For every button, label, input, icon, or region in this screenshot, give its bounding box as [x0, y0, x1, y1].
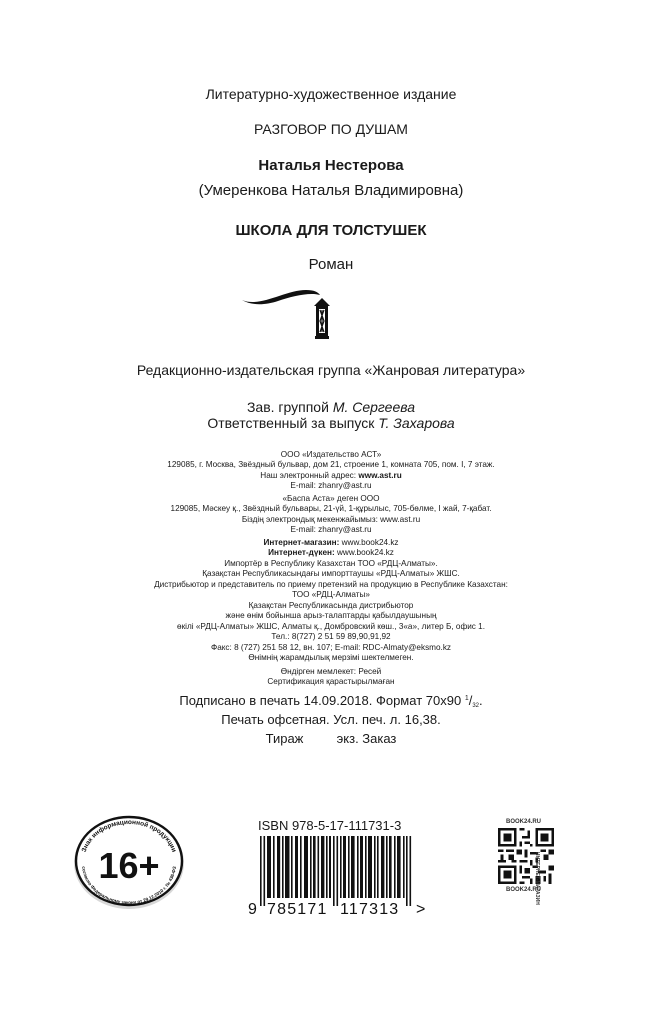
- online-shop-kz: Интернет-дүкен: www.book24.kz: [268, 548, 394, 558]
- responsible-name: Т. Захарова: [378, 415, 455, 431]
- shelf-life: Өнімнің жарамдылық мерзімі шектелмеген.: [248, 653, 414, 663]
- isbn-barcode: [246, 826, 446, 916]
- age-rating-value: 16+: [98, 845, 160, 886]
- importer-kz: Қазақстан Республикасындағы импорттаушы «РДЦ-Алматы» ЖШС.: [202, 569, 460, 579]
- signed-to-print: Подписано в печать 14.09.2018. Формат 70х90 $^1/_{32}$.: [179, 693, 483, 709]
- fax-email: Факс: 8 (727) 251 58 12, вн. 107; E-mail: RDC-Almaty@eksmo.kz: [210, 642, 452, 652]
- qr-code[interactable]: [498, 828, 554, 884]
- publisher-ru-web-link[interactable]: www.ast.ru: [358, 470, 402, 480]
- printing-type: Печать офсетная. Усл. печ. л. 16,38.: [221, 712, 441, 727]
- publisher-ru-web: Наш электронный адрес: www.ast.ru: [260, 470, 402, 480]
- svg-text:Знак информационной продукции: Знак информационной продукции: [80, 818, 178, 854]
- svg-text:согласно Федеральному закону о: согласно Федеральному закону от 29.12.2010 г. № 436-ФЗ: [81, 866, 177, 906]
- publisher-kz-name: «Баспа Аста» деген ООО: [282, 494, 380, 503]
- isbn-label: ISBN 978-5-17-111731-3: [258, 818, 402, 833]
- publisher-ru-name: ООО «Издательство АСТ»: [280, 450, 382, 459]
- print-run: Тираж экз. Заказ: [265, 731, 397, 746]
- distributor-kz-line-2: және өнім бойынша арыз-талаптарды қабылдаушының: [225, 611, 437, 621]
- series-name: РАЗГОВОР ПО ДУШАМ: [254, 121, 408, 137]
- barcode-right-digits: 117313: [340, 901, 400, 916]
- origin-info: [0, 667, 662, 688]
- online-shop: Интернет-магазин: www.book24.kz: [263, 538, 399, 547]
- publisher-ru-email-link[interactable]: zhanry@ast.ru: [318, 481, 372, 491]
- author-name: Наталья Нестерова: [258, 157, 404, 174]
- certification: Сертификация қарастырылмаған: [267, 677, 395, 687]
- country-of-origin: Өндірген мемлекет: Ресей: [280, 667, 382, 676]
- qr-side-label: ИНТЕРНЕТ-МАГАЗИН: [534, 852, 540, 905]
- publisher-ru: [0, 450, 662, 492]
- distributor-ru: Дистрибьютор и представитель по приему претензий на продукцию в Республике Казахстан:: [154, 579, 508, 589]
- genre: Роман: [308, 256, 354, 273]
- group-head-name: М. Сергеева: [332, 399, 416, 415]
- responsible-editor: [0, 415, 662, 431]
- publisher-kz-web: Біздің электрондық мекенжайымыз: www.ast.ru: [241, 514, 421, 524]
- qr-top-label: BOOK24.RU: [506, 819, 542, 825]
- barcode-first-digit: 9: [248, 901, 257, 916]
- distributor-ru-name: ТОО «РДЦ-Алматы»: [292, 590, 370, 600]
- book-title: ШКОЛА ДЛЯ ТОЛСТУШЕК: [235, 222, 427, 239]
- edition-type: Литературно-художественное издание: [205, 86, 457, 102]
- publisher-kz-address: 129085, Мәскеу қ., Звёздный бульвары, 21-үй, 1-құрылыс, 705-бөлме, I жай, 7-қабат.: [170, 504, 492, 514]
- responsible-label: Ответственный за выпуск: [207, 415, 375, 431]
- barcode-end-mark: >: [416, 901, 426, 916]
- online-shop-link[interactable]: www.book24.kz: [341, 538, 399, 547]
- distribution-info: [0, 538, 662, 600]
- qr-bottom-label: BOOK24.RU: [506, 887, 542, 893]
- group-head: [0, 399, 662, 415]
- publisher-ru-email: E-mail: zhanry@ast.ru: [290, 481, 372, 491]
- barcode-left-digits: 785171: [267, 901, 328, 916]
- online-shop-kz-link[interactable]: www.book24.kz: [337, 548, 394, 558]
- phone: Тел.: 8(727) 2 51 59 89,90,91,92: [271, 632, 391, 642]
- distributor-kz-line-3: өкілі «РДЦ-Алматы» ЖШС, Алматы қ., Домбровский көш., 3«а», литер Б, офис 1.: [177, 621, 485, 631]
- publisher-kz: [0, 494, 662, 536]
- importer-ru: Импортёр в Республику Казахстан ТОО «РДЦ-Алматы».: [224, 558, 438, 568]
- editorial-group: Редакционно-издательская группа «Жанровая литература»: [136, 362, 526, 378]
- distribution-kz: [0, 601, 662, 663]
- lantern-logo-icon: [240, 286, 340, 342]
- publisher-kz-email: E-mail: zhanry@ast.ru: [290, 525, 372, 535]
- publisher-ru-address: 129085, г. Москва, Звёздный бульвар, дом 21, строение 1, комната 705, пом. I, 7 этаж.: [167, 460, 495, 470]
- author-real-name: (Умеренкова Наталья Владимировна): [198, 182, 464, 199]
- group-head-label: Зав. группой: [246, 399, 329, 415]
- distributor-kz-line-1: Қазақстан Республикасында дистрибьютор: [248, 601, 414, 610]
- age-rating-badge: [70, 812, 188, 912]
